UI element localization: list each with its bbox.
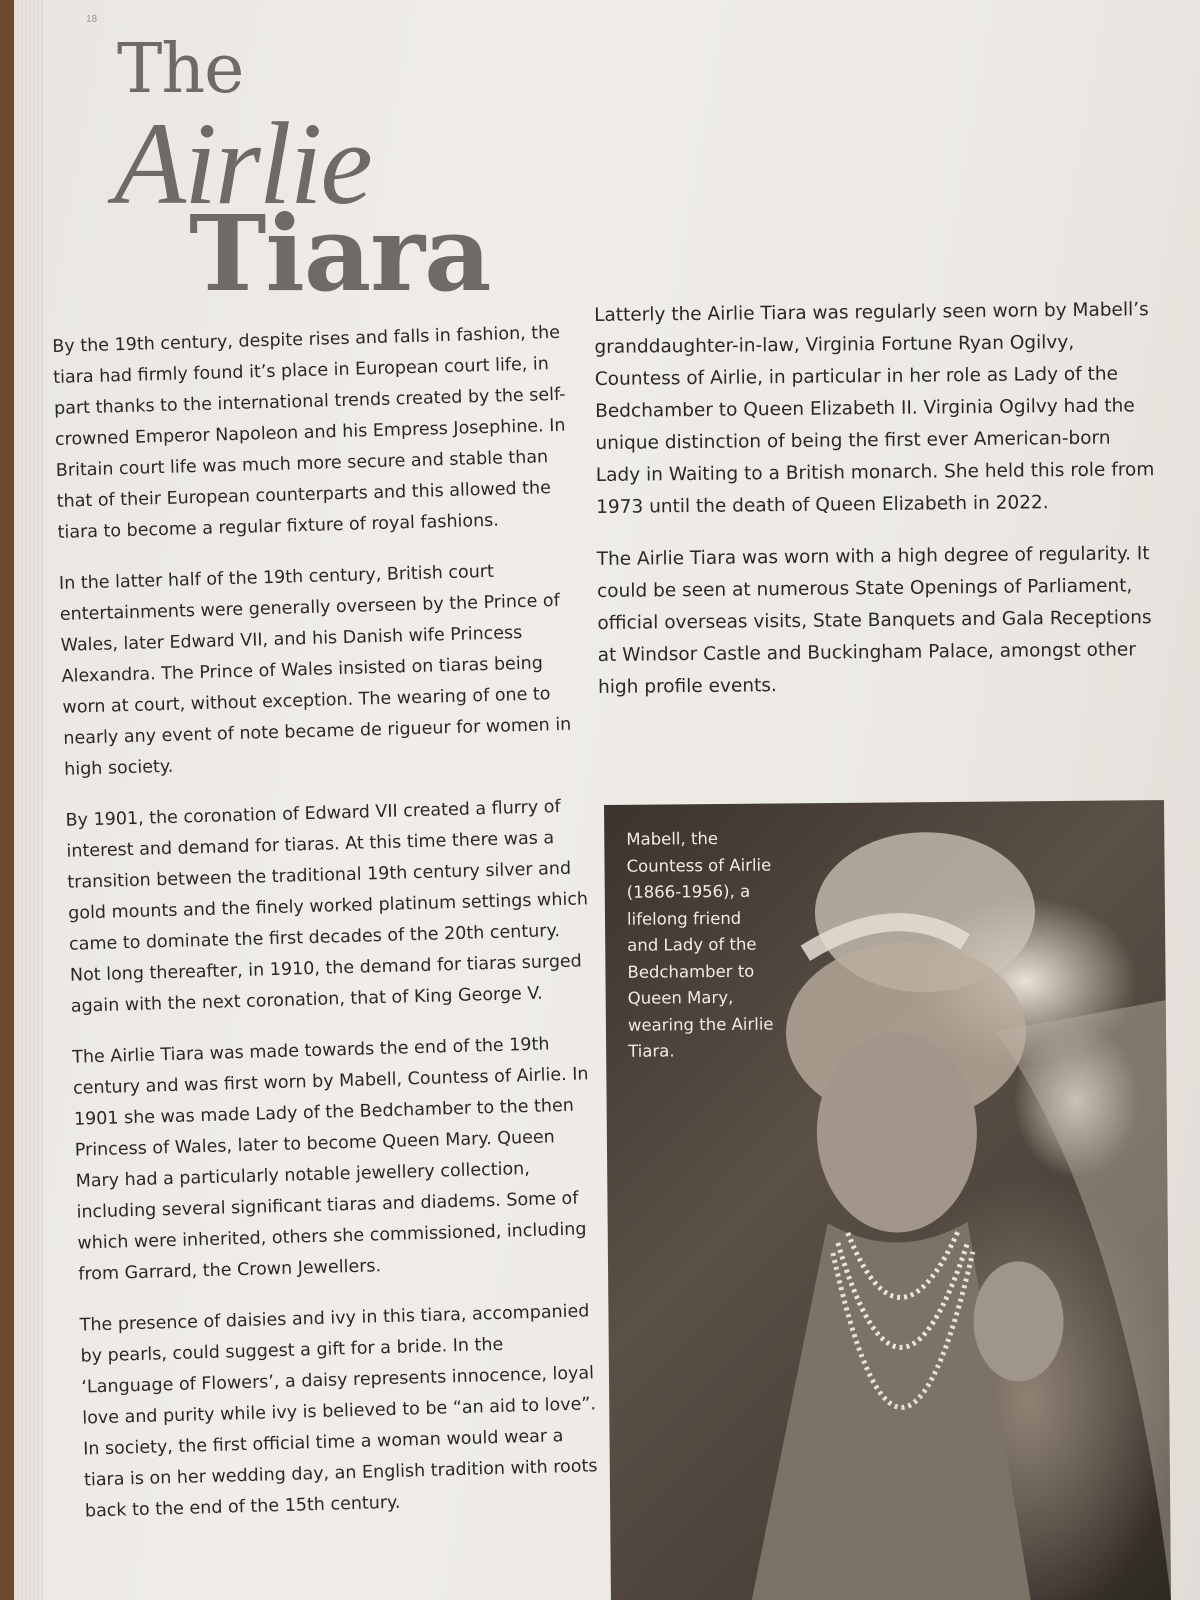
left-column <box>52 317 606 1547</box>
magazine-page <box>14 0 1200 1600</box>
page-number: 18 <box>86 14 98 25</box>
page-edge <box>14 0 44 1600</box>
title-airlie: Airlie <box>114 98 371 229</box>
paragraph-daisies-ivy: The presence of daisies and ivy in this tiara, accompanied by pearls, could suggest a gift for a bride. In the ‘Language of Flowers’, a daisy represents innocence, loyal love and purity while ivy is believed to be “an aid to love”. In society, the first official time a woman would wear a tiara is on her wedding day, an English tradition with roots back to the end of the 15th century. <box>79 1301 598 1522</box>
photo-caption: Mabell, the Countess of Airlie (1866-1956), a lifelong friend and Lady of the Bedchamber to Queen Mary, wearing the Airlie Tiara. <box>626 829 774 1061</box>
paragraph-virginia-ogilvy: Latterly the Airlie Tiara was regularly seen worn by Mabell’s granddaughter-in-law, Virginia Fortune Ryan Ogilvy, Countess of Airlie, in particular in her role as Lady of the Bedchamber to Queen Elizabeth II. Virginia Ogilvy had the unique distinction of being the first ever American-born Lady in Waiting to a British monarch. She held this role from 1973 until the death of Queen Elizabeth in 2022. <box>594 299 1155 518</box>
paragraph-airlie-tiara-origin: The Airlie Tiara was made towards the end of the 19th century and was first worn by Mabell, Countess of Airlie. In 1901 she was made Lady of the Bedchamber to the then Princess of Wales, later to become Queen Mary. Queen Mary had a particularly notable jewellery collection, including several significant tiaras and diadems. Some of which were inherited, others she commissioned, including from Garrard, the Crown Jewellers. <box>71 1034 589 1285</box>
paragraph-19th-century: By the 19th century, despite rises and falls in fashion, the tiara had firmly found it’s place in European court life, in part thanks to the international trends created by the self-crowned Emperor Napoleon and his Empress Josephine. In Britain court life was much more secure and stable than that of their European counterparts and this allowed the tiara to become a regular fixture of royal fashions. <box>52 322 566 543</box>
right-column <box>594 294 1158 724</box>
title-the: The <box>117 30 244 109</box>
title-tiara: Tiara <box>189 192 491 315</box>
paragraph-latter-half: In the latter half of the 19th century, British court entertainments were generally overseen by the Prince of Wales, later Edward VII, and his Danish wife Princess Alexandra. The Prince of Wales insisted on tiaras being worn at court, without exception. The wearing of one to nearly any event of note became de rigueur for women in high society. <box>58 561 572 780</box>
portrait-photo <box>604 800 1171 1600</box>
paragraph-regularity: The Airlie Tiara was worn with a high degree of regularity. It could be seen at numerous State Openings of Parliament, official overseas visits, State Banquets and Gala Receptions at Windsor Castle and Buckingham Palace, amongst other high profile events. <box>596 543 1152 698</box>
paragraph-coronation: By 1901, the coronation of Edward VII created a flurry of interest and demand for tiaras. At this time there was a transition between the traditional 19th century silver and gold mounts and the finely worked platinum settings which came to dominate the first decades of the 20th century. Not long thereafter, in 1910, the demand for tiaras surged again with the next coronation, that of King George V. <box>65 796 589 1017</box>
